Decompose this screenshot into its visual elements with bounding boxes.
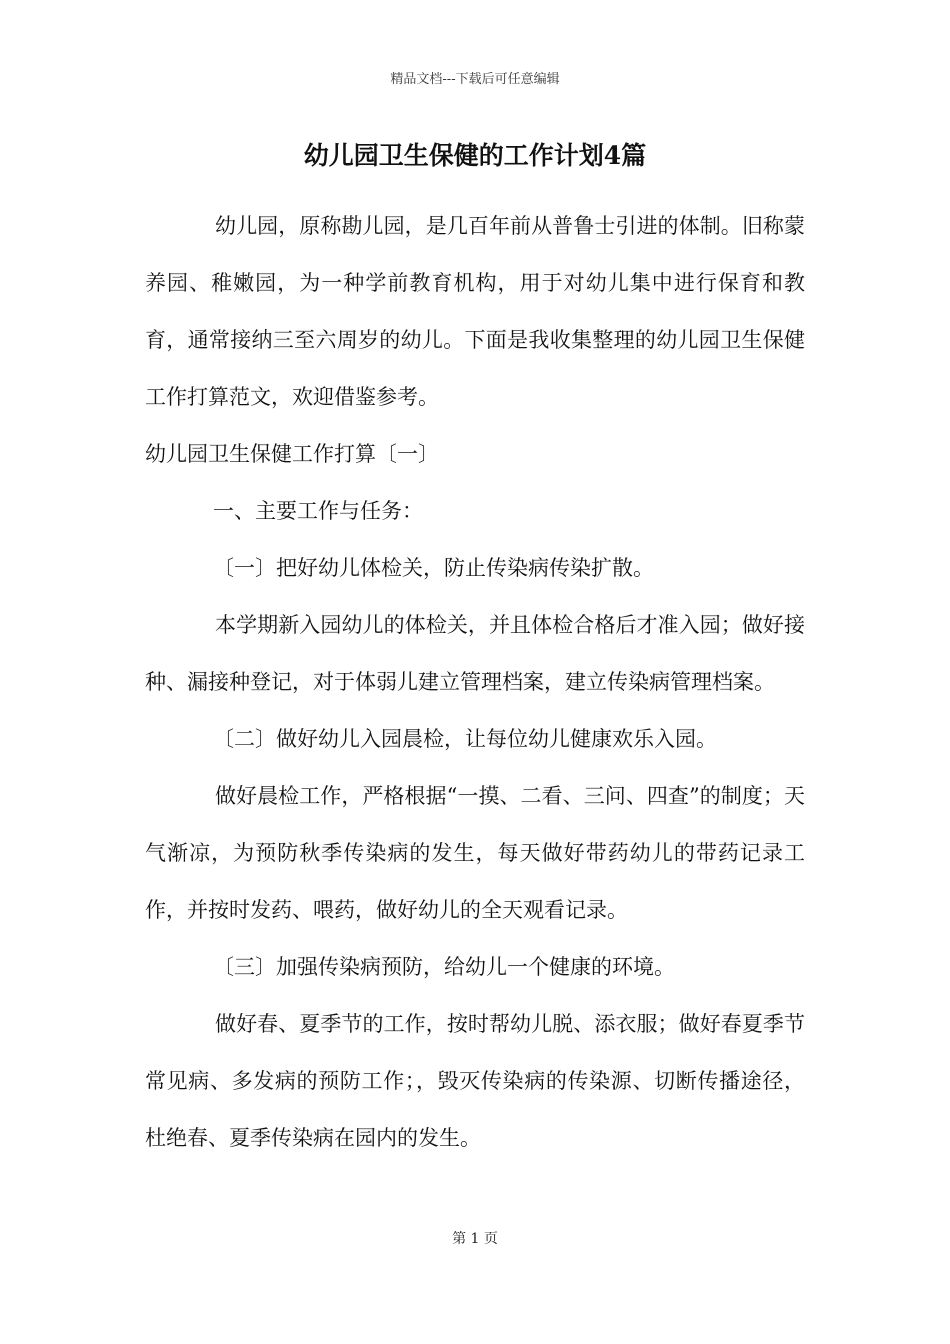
intro-paragraph: 幼儿园，原称勘儿园，是几百年前从普鲁士引进的体制。旧称蒙养园、稚嫩园，为一种学前教育机构，用于对幼儿集中进行保育和教育，通常接纳三至六周岁的幼儿。下面是我收集整理的幼儿园卫生保健工作打算范文，欢迎借鉴参考。 [145, 214, 805, 409]
item-body-3: 做好春、夏季节的工作，按时帮幼儿脱、添衣服；做好春夏季节常见病、多发病的预防工作；，毁灭传染病的传染源、切断传播途径，杜绝春、夏季传染病在园内的发生。 [145, 1012, 805, 1150]
section-heading: 幼儿园卫生保健工作打算〔一〕 [145, 442, 439, 466]
item-heading-2: 〔二〕做好幼儿入园晨检，让每位幼儿健康欢乐入园。 [213, 727, 717, 751]
item-body-2: 做好晨检工作，严格根据“一摸、二看、三问、四查”的制度；天气渐凉，为预防秋季传染病的发生，每天做好带药幼儿的带药记录工作，并按时发药、喂药，做好幼儿的全天观看记录。 [145, 784, 805, 922]
document-body [145, 198, 805, 1167]
item-body-1: 本学期新入园幼儿的体检关，并且体检合格后才准入园；做好接种、漏接种登记，对于体弱儿建立管理档案，建立传染病管理档案。 [145, 613, 805, 694]
task-heading: 一、主要工作与任务： [213, 499, 423, 523]
document-title: 幼儿园卫生保健的工作计划4篇 [303, 141, 647, 170]
page-number: 第 1 页 [452, 1231, 498, 1247]
header-note: 精品文档---下载后可任意编辑 [390, 72, 560, 87]
item-heading-1: 〔一〕把好幼儿体检关，防止传染病传染扩散。 [213, 556, 654, 580]
item-heading-3: 〔三〕加强传染病预防，给幼儿一个健康的环境。 [213, 955, 675, 979]
